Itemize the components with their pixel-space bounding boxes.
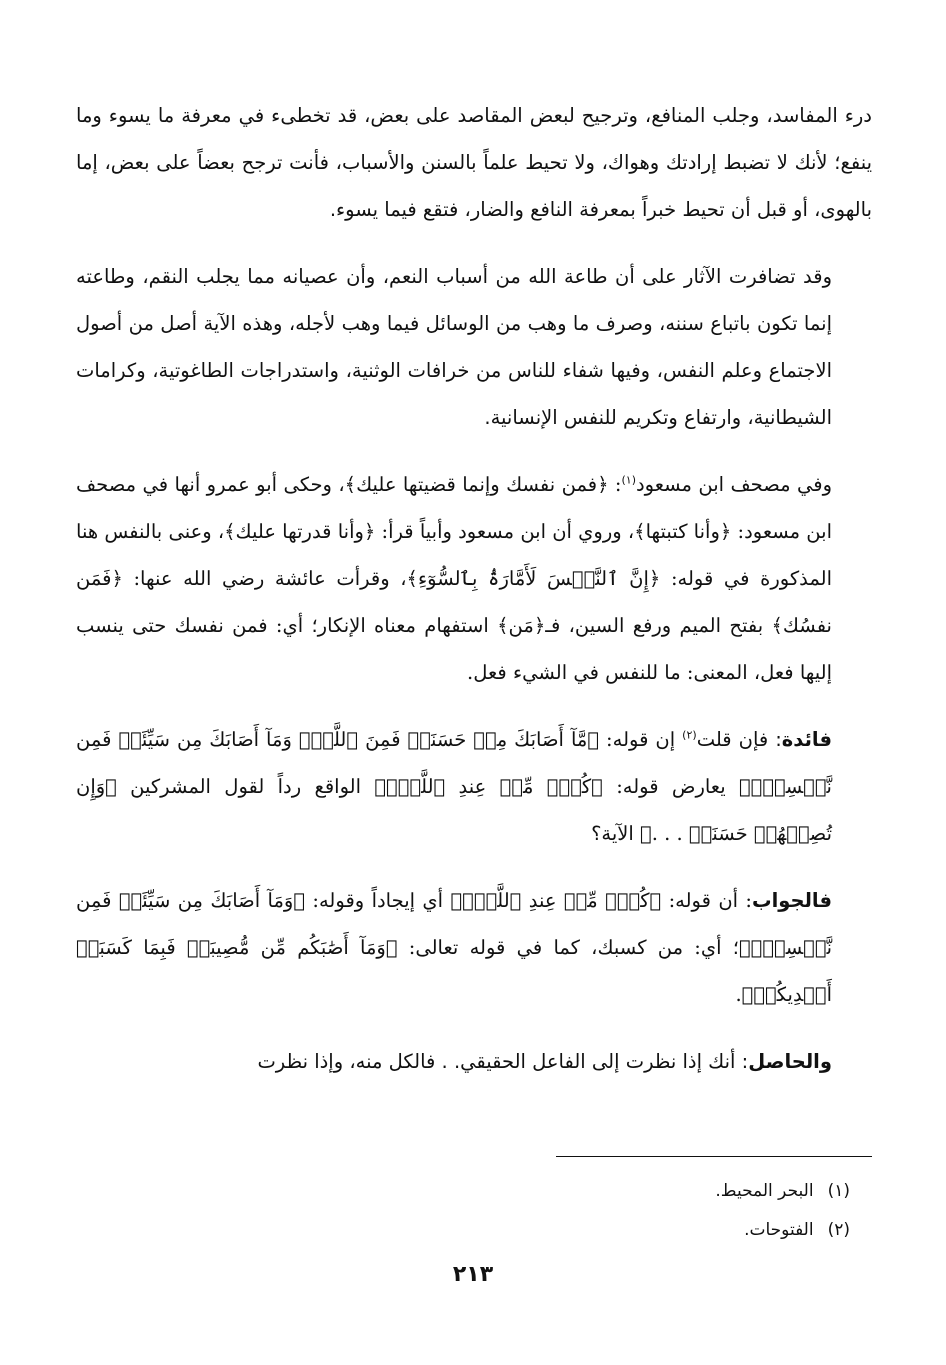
paragraph-3-text-b: : ﴿فمن نفسك وإنما قضيتها عليك﴾، وحكى أبو عمرو أنها في مصحف ابن مسعود: ﴿وأنا كتبتها﴾، وروي أن ابن مسعود وأبياً قرأ: ﴿وأنا قدرتها عليك﴾، وعنى بالنفس هنا المذكورة في قوله: ﴿إِنَّ ٱلنَّفۡسَ لَأَمَّارَةُۢ بِٱلسُّوٓءِ﴾، وقرأت عائشة رضي الله عنها: ﴿فَمَن نفسُك﴾ بفتح الميم ورفع السين، فـ﴿مَن﴾ استفهام معناه الإنكار؛ أي: فمن نفسك حتى ينسب إليها فعل، المعنى: ما للنفس في الشيء فعل. <box>76 473 832 684</box>
footnote-1 <box>400 1176 850 1206</box>
faida-text-a: : فإن قلت <box>696 728 782 751</box>
faida-label: فائدة <box>781 728 832 751</box>
answer-label: فالجواب <box>752 889 832 912</box>
footnote-2-number: (٢) <box>827 1220 850 1240</box>
paragraph-conclusion <box>76 1038 872 1085</box>
paragraph-2: وقد تضافرت الآثار على أن طاعة الله من أسباب النعم، وأن عصيانه مما يجلب النقم، وطاعته إنما تكون باتباع سننه، وصرف ما وهب من الوسائل فيما وهب لأجله، وهذه الآية أصل من أصول الاجتماع وعلم النفس، وفيها شفاء للناس من خرافات الوثنية، واستدراجات الطاغوتية، وكرامات الشيطانية، وارتفاع وتكريم للنفس الإنسانية. <box>76 265 832 429</box>
page-body <box>76 92 872 1085</box>
footnote-2-text: الفتوحات. <box>744 1220 814 1240</box>
paragraph-3 <box>76 461 872 696</box>
footnote-ref-2: (٢) <box>682 728 697 742</box>
paragraph-1: درء المفاسد، وجلب المنافع، وترجيح لبعض المقاصد على بعض، قد تخطىء في معرفة ما يسوء وما ينفع؛ لأنك لا تضبط إرادتك وهواك، ولا تحيط علماً بالسنن والأسباب، فأنت ترجح بعضاً على بعض، إما بالهوى، أو قبل أن تحيط خبراً بمعرفة النافع والضار، فتقع فيما يسوء. <box>76 104 872 221</box>
footnote-1-text: البحر المحيط. <box>715 1181 814 1201</box>
page-number: ٢١٣ <box>452 1262 494 1287</box>
paragraph-faida <box>76 716 872 857</box>
faida-text-b: إن قوله: ﴿مَّآ أَصَابَكَ مِنۡ حَسَنَةٖ فَمِنَ ٱللَّهِۖ وَمَآ أَصَابَكَ مِن سَيِّئَةٖ فَمِن نَّفۡسِكَۚ﴾ يعارض قوله: ﴿كُلّٞ مِّنۡ عِندِ ٱللَّهِۖ﴾ الواقع رداً لقول المشركين ﴿وَإِن تُصِبۡهُمۡ حَسَنَةٞ . . .﴾ الآية؟ <box>76 728 832 845</box>
answer-text: : أن قوله: ﴿كُلّٞ مِّنۡ عِندِ ٱللَّهِۖ﴾ أي إيجاداً وقوله: ﴿وَمَآ أَصَابَكَ مِن سَيِّئَةٖ فَمِن نَّفۡسِكَۚ﴾؛ أي: من كسبك، كما في قوله تعالى: ﴿وَمَآ أَصَٰبَكُم مِّن مُّصِيبَةٖ فَبِمَا كَسَبَتۡ أَيۡدِيكُمۡ﴾. <box>76 889 832 1006</box>
footnote-1-number: (١) <box>827 1181 850 1201</box>
conclusion-label: والحاصل <box>748 1050 832 1073</box>
conclusion-text: : أنك إذا نظرت إلى الفاعل الحقيقي. . فالكل منه، وإذا نظرت <box>257 1050 749 1073</box>
paragraph-answer <box>76 877 872 1018</box>
paragraph-3-text-a: وفي مصحف ابن مسعود <box>635 473 832 496</box>
footnote-divider <box>556 1156 872 1157</box>
footnote-ref-1: (١) <box>621 473 636 487</box>
footnote-2 <box>400 1215 850 1245</box>
